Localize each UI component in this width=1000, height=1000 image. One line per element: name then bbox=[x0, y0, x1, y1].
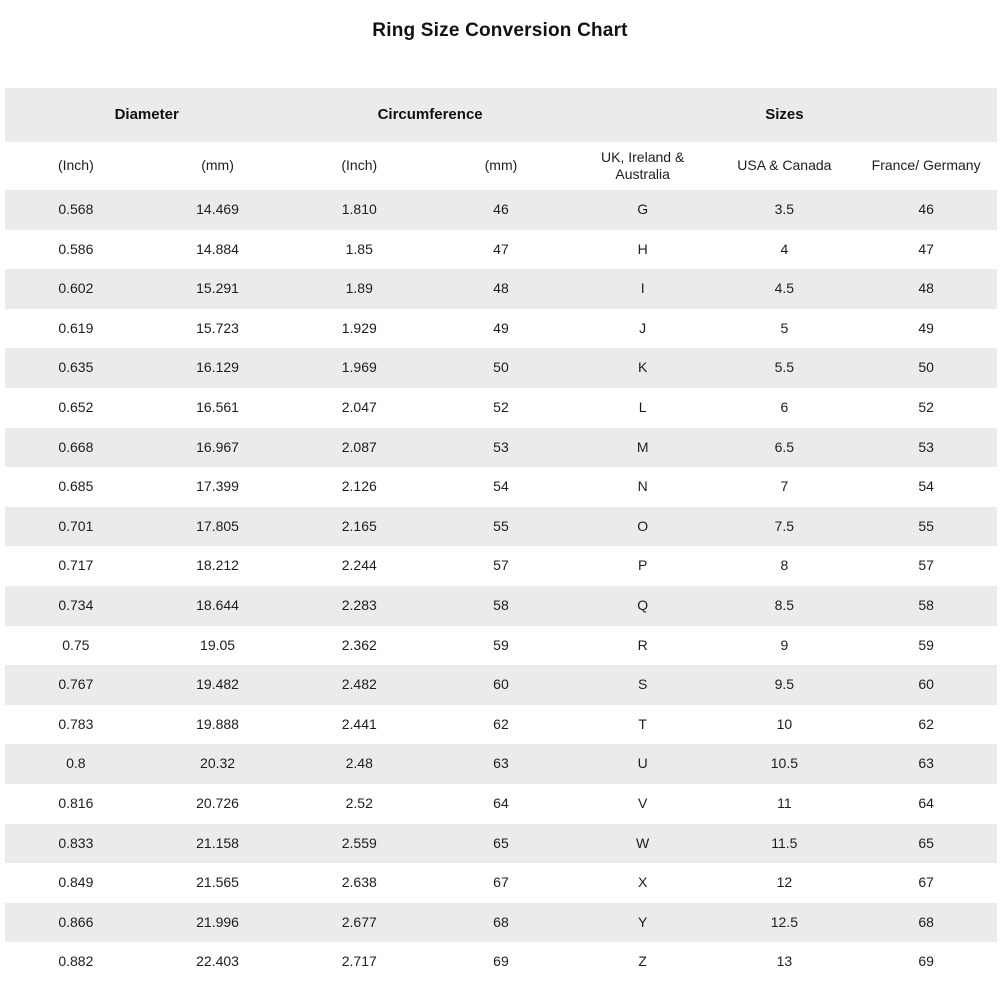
table-cell: M bbox=[636, 438, 649, 455]
table-cell: P bbox=[637, 557, 648, 574]
table-cell: 22.403 bbox=[196, 953, 239, 970]
table-row bbox=[5, 942, 997, 982]
table-cell: 2.362 bbox=[341, 636, 377, 653]
table-cell: 4 bbox=[780, 240, 789, 257]
table-row bbox=[5, 863, 997, 903]
table-cell: 16.561 bbox=[196, 399, 239, 416]
ring-size-table bbox=[5, 88, 997, 982]
table-cell: 0.619 bbox=[58, 319, 94, 336]
table-cell: 0.866 bbox=[58, 913, 94, 930]
table-cell: 3.5 bbox=[774, 201, 795, 218]
table-cell: 59 bbox=[493, 636, 509, 653]
table-cell: 55 bbox=[918, 517, 934, 534]
table-cell: 2.283 bbox=[341, 596, 377, 613]
table-cell: 65 bbox=[918, 834, 934, 851]
table-body bbox=[5, 190, 997, 982]
table-cell: 21.565 bbox=[196, 874, 239, 891]
table-cell: U bbox=[637, 755, 648, 772]
table-cell: 17.399 bbox=[196, 478, 239, 495]
table-cell: 0.783 bbox=[58, 715, 94, 732]
group-header-diameter: Diameter bbox=[114, 105, 179, 123]
table-cell: 60 bbox=[918, 676, 934, 693]
table-cell: 19.05 bbox=[200, 636, 236, 653]
table-row bbox=[5, 190, 997, 230]
table-cell: 50 bbox=[918, 359, 934, 376]
table-cell: K bbox=[637, 359, 648, 376]
table-cell: 0.602 bbox=[58, 280, 94, 297]
table-cell: 15.723 bbox=[196, 319, 239, 336]
table-cell: 6 bbox=[780, 399, 789, 416]
table-cell: 0.75 bbox=[62, 636, 90, 653]
table-cell: 1.929 bbox=[341, 319, 377, 336]
table-cell: 1.89 bbox=[345, 280, 373, 297]
table-cell: 19.888 bbox=[196, 715, 239, 732]
table-cell: 18.212 bbox=[196, 557, 239, 574]
table-cell: 18.644 bbox=[196, 596, 239, 613]
table-cell: 52 bbox=[918, 399, 934, 416]
table-cell: 53 bbox=[493, 438, 509, 455]
table-row bbox=[5, 428, 997, 468]
table-row bbox=[5, 903, 997, 943]
table-cell: 16.129 bbox=[196, 359, 239, 376]
table-cell: S bbox=[637, 676, 648, 693]
table-row bbox=[5, 784, 997, 824]
table-cell: 14.469 bbox=[196, 201, 239, 218]
table-cell: 63 bbox=[493, 755, 509, 772]
table-cell: 53 bbox=[918, 438, 934, 455]
table-cell: 52 bbox=[493, 399, 509, 416]
table-cell: 2.717 bbox=[341, 953, 377, 970]
table-row bbox=[5, 348, 997, 388]
table-row bbox=[5, 269, 997, 309]
table-cell: 67 bbox=[918, 874, 934, 891]
table-cell: 58 bbox=[493, 596, 509, 613]
table-cell: 10.5 bbox=[770, 755, 798, 772]
table-cell: 2.482 bbox=[341, 676, 377, 693]
table-cell: G bbox=[637, 201, 649, 218]
table-cell: 8.5 bbox=[774, 596, 795, 613]
table-cell: 6.5 bbox=[774, 438, 795, 455]
table-cell: 65 bbox=[493, 834, 509, 851]
table-cell: 64 bbox=[918, 794, 934, 811]
table-cell: 2.126 bbox=[341, 478, 377, 495]
table-cell: J bbox=[639, 319, 647, 336]
column-header-diameter-inch: (Inch) bbox=[57, 157, 94, 174]
table-cell: 2.48 bbox=[345, 755, 373, 772]
table-cell: 46 bbox=[918, 201, 934, 218]
group-header-sizes: Sizes bbox=[765, 105, 804, 123]
table-cell: 59 bbox=[918, 636, 934, 653]
table-cell: 0.833 bbox=[58, 834, 94, 851]
column-header-row bbox=[5, 142, 997, 190]
table-cell: 19.482 bbox=[196, 676, 239, 693]
table-cell: 48 bbox=[493, 280, 509, 297]
page-title: Ring Size Conversion Chart bbox=[372, 20, 628, 41]
column-header-circumference-mm: (mm) bbox=[484, 157, 518, 174]
table-cell: 5.5 bbox=[774, 359, 795, 376]
column-header-france-germany: France/ Germany bbox=[871, 157, 981, 174]
table-cell: 0.849 bbox=[58, 874, 94, 891]
table-row bbox=[5, 467, 997, 507]
table-cell: 68 bbox=[918, 913, 934, 930]
table-cell: 2.677 bbox=[341, 913, 377, 930]
column-header-usa-canada: USA & Canada bbox=[737, 157, 832, 174]
table-cell: 68 bbox=[493, 913, 509, 930]
table-cell: 0.734 bbox=[58, 596, 94, 613]
column-header-uk-ireland-australia: UK, Ireland & Australia bbox=[601, 148, 685, 182]
table-cell: Y bbox=[637, 913, 648, 930]
table-cell: 0.816 bbox=[58, 794, 94, 811]
table-cell: 62 bbox=[493, 715, 509, 732]
table-row bbox=[5, 665, 997, 705]
table-cell: 2.087 bbox=[341, 438, 377, 455]
group-header-row bbox=[5, 88, 997, 142]
table-cell: 14.884 bbox=[196, 240, 239, 257]
table-cell: 12 bbox=[776, 874, 793, 891]
table-cell: 69 bbox=[918, 953, 934, 970]
table-row bbox=[5, 626, 997, 666]
table-cell: 20.726 bbox=[196, 794, 239, 811]
table-cell: 50 bbox=[493, 359, 509, 376]
table-cell: 58 bbox=[918, 596, 934, 613]
table-cell: 15.291 bbox=[196, 280, 239, 297]
table-cell: 2.244 bbox=[341, 557, 377, 574]
table-cell: 17.805 bbox=[196, 517, 239, 534]
table-cell: 0.8 bbox=[66, 755, 86, 772]
table-cell: 11.5 bbox=[771, 834, 798, 851]
table-cell: 12.5 bbox=[770, 913, 798, 930]
table-cell: 62 bbox=[918, 715, 934, 732]
table-cell: 63 bbox=[918, 755, 934, 772]
table-cell: 2.165 bbox=[341, 517, 377, 534]
table-cell: 64 bbox=[493, 794, 509, 811]
table-cell: 2.047 bbox=[341, 399, 377, 416]
table-row bbox=[5, 309, 997, 349]
table-cell: 2.559 bbox=[341, 834, 377, 851]
table-cell: V bbox=[637, 794, 648, 811]
table-cell: 11 bbox=[777, 794, 792, 811]
column-header-circumference-inch: (Inch) bbox=[341, 157, 378, 174]
table-cell: I bbox=[640, 280, 645, 297]
table-cell: W bbox=[636, 834, 650, 851]
table-cell: 16.967 bbox=[196, 438, 239, 455]
table-cell: 0.652 bbox=[58, 399, 94, 416]
table-cell: 1.85 bbox=[345, 240, 373, 257]
table-cell: 0.668 bbox=[58, 438, 94, 455]
table-cell: 57 bbox=[493, 557, 509, 574]
table-cell: 55 bbox=[493, 517, 509, 534]
table-row bbox=[5, 824, 997, 864]
table-row bbox=[5, 744, 997, 784]
table-cell: 4.5 bbox=[774, 280, 795, 297]
table-cell: 1.969 bbox=[341, 359, 377, 376]
table-cell: 2.638 bbox=[341, 874, 377, 891]
table-cell: 13 bbox=[776, 953, 793, 970]
table-cell: 54 bbox=[918, 478, 934, 495]
table-cell: 0.767 bbox=[58, 676, 94, 693]
table-row bbox=[5, 546, 997, 586]
table-cell: O bbox=[637, 517, 649, 534]
table-cell: 49 bbox=[493, 319, 509, 336]
table-cell: L bbox=[638, 399, 647, 416]
table-row bbox=[5, 507, 997, 547]
table-cell: 10 bbox=[776, 715, 793, 732]
table-cell: 47 bbox=[918, 240, 934, 257]
table-cell: Q bbox=[637, 596, 649, 613]
table-cell: 67 bbox=[493, 874, 509, 891]
table-cell: 47 bbox=[493, 240, 509, 257]
table-cell: 7 bbox=[780, 478, 789, 495]
table-cell: 0.635 bbox=[58, 359, 94, 376]
table-row bbox=[5, 388, 997, 428]
table-cell: 21.158 bbox=[196, 834, 239, 851]
table-cell: 0.685 bbox=[58, 478, 94, 495]
table-cell: 0.717 bbox=[58, 557, 94, 574]
table-cell: 54 bbox=[493, 478, 509, 495]
table-cell: H bbox=[637, 240, 648, 257]
table-cell: 7.5 bbox=[774, 517, 795, 534]
table-row bbox=[5, 705, 997, 745]
table-cell: 69 bbox=[493, 953, 509, 970]
table-cell: N bbox=[637, 478, 648, 495]
table-cell: 46 bbox=[493, 201, 509, 218]
table-cell: 9.5 bbox=[774, 676, 795, 693]
table-cell: 48 bbox=[918, 280, 934, 297]
table-row bbox=[5, 230, 997, 270]
table-cell: 21.996 bbox=[196, 913, 239, 930]
table-cell: 5 bbox=[780, 319, 789, 336]
table-cell: X bbox=[637, 874, 648, 891]
table-cell: T bbox=[638, 715, 647, 732]
table-cell: Z bbox=[638, 953, 647, 970]
column-header-diameter-mm: (mm) bbox=[201, 157, 234, 174]
table-cell: 60 bbox=[493, 676, 509, 693]
table-cell: 57 bbox=[918, 557, 934, 574]
table-cell: 49 bbox=[918, 319, 934, 336]
table-cell: 0.568 bbox=[58, 201, 94, 218]
table-row bbox=[5, 586, 997, 626]
table-cell: 2.52 bbox=[345, 794, 373, 811]
table-cell: 2.441 bbox=[341, 715, 377, 732]
table-cell: 0.586 bbox=[58, 240, 94, 257]
table-cell: 0.701 bbox=[58, 517, 94, 534]
table-cell: 20.32 bbox=[200, 755, 236, 772]
table-cell: 9 bbox=[780, 636, 789, 653]
table-cell: 0.882 bbox=[58, 953, 94, 970]
group-header-circumference: Circumference bbox=[377, 105, 483, 123]
table-cell: R bbox=[637, 636, 648, 653]
table-cell: 1.810 bbox=[341, 201, 377, 218]
table-cell: 8 bbox=[780, 557, 789, 574]
